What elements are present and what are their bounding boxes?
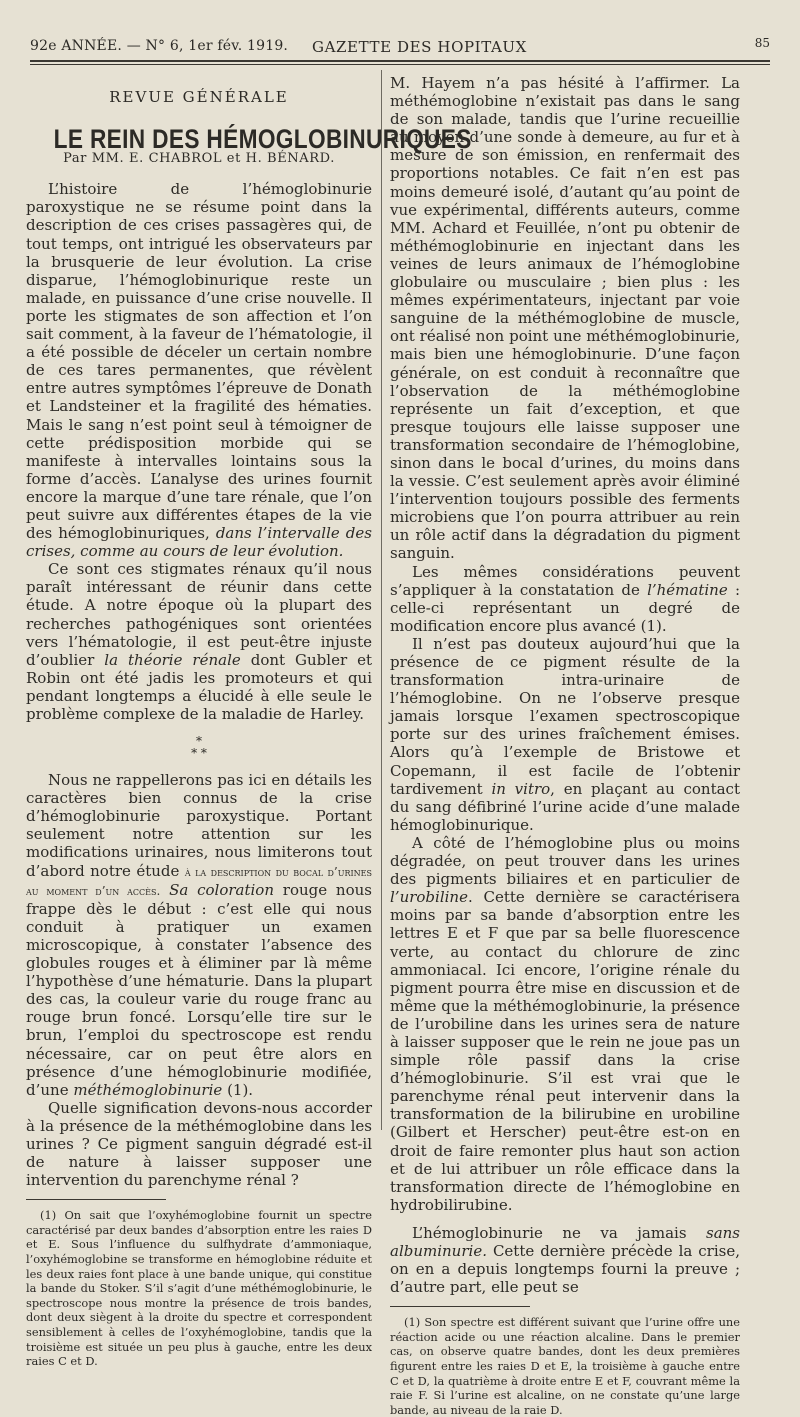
footnote: (1) Son spectre est différent suivant que l’urine offre une réaction acide ou une réaction alcaline. Dans le premier cas, on observe quatre bandes, dont les deux premières figurent entre les raies D et E, la troisième à gauche entre C et D, la quatrième à droite entre E et F, couvrant même la raie F. Si l’urine est alcaline, on ne constate qu’une large bande, au niveau de la raie D. bbox=[390, 1315, 740, 1417]
header-rule-thin bbox=[30, 64, 770, 65]
article-authors: Par MM. E. CHABROL et H. BÉNARD. bbox=[63, 151, 335, 167]
paragraph: L’histoire de l’hémoglobinurie paroxystique ne se résume point dans la description de ces crises passagères qui, de tout temps, ont intrigué les observateurs par la brusquerie de leur évolution. La crise disparue, l’hémoglobinurique reste un malade, en puissance d’une crise nouvelle. Il porte les stigmates de son affection et l’on sait comment, à la faveur de l’hématologie, il a été possible de déceler un certain nombre de ces tares permanentes, que révèlent entre autres symptômes l’épreuve de Donath et Landsteiner et la fragilité des hématies. Mais le sang n’est point seul à témoigner de cette prédisposition morbide qui se manifeste à intervalles lointains sous la forme d’accès. L’analyse des urines fournit encore la marque d’une tare rénale, que l’on peut suivre aux différentes étapes de la vie des hémoglobinuriques, dans l’intervalle des crises, comme au cours de leur évolution. bbox=[26, 180, 372, 561]
paragraph-gap bbox=[390, 1214, 740, 1224]
header-rule bbox=[30, 60, 770, 62]
paragraph: Quelle signification devons-nous accorder à la présence de la méthémoglobine dans les urines ? Ce pigment sanguin dégradé est-il de nature à laisser supposer une intervention du parenchyme rénal ? bbox=[26, 1098, 372, 1190]
article-title: LE REIN DES HÉMOGLOBINURIQUES bbox=[53, 124, 472, 155]
column-divider bbox=[381, 70, 382, 1130]
footnote: (1) On sait que l’oxyhémoglobine fournit un spectre caractérisé par deux bandes d’absorption entre les raies D et E. Sous l’influence du sulfhydrate d’ammoniaque, l’oxyhémoglobine se transforme en hémoglobine réduite et les deux raies font place à une bande unique, qui constitue la bande du Stoker. S’il s’agit d’une méthémoglobinurie, le spectroscope nous montre la présence de trois bandes, dont deux siègent à la droite du spectre et correspondent sensiblement à celles de l’oxyhémoglobine, tandis que la troisième est située un peu plus à gauche, entre les deux raies C et D. bbox=[26, 1208, 372, 1369]
paragraph: Nous ne rappellerons pas ici en détails les caractères bien connus de la crise d’hémoglobinurie paroxystique. Portant seulement notre attention sur les modifications urinaires, nous limiterons tout d’abord notre étude à la description du bocal d’urines au moment d’un accès. Sa coloration rouge nous frappe dès le début : c’est elle qui nous conduit à pratiquer un examen microscopique, à constater l’absence des globules rouges et à éliminer par là même l’hypothèse d’une hématurie. Dans la plupart des cas, la couleur varie du rouge franc au rouge brun foncé. Lorsqu’elle tire sur le brun, l’emploi du spectroscope est rendu nécessaire, car on peut être alors en présence d’une hémoglobinurie modifiée, d’une méthémoglobinurie (1). bbox=[26, 771, 372, 1099]
page-number: 85 bbox=[754, 36, 770, 50]
journal-title: GAZETTE DES HOPITAUX bbox=[312, 38, 527, 56]
section-heading: REVUE GÉNÉRALE bbox=[109, 88, 289, 106]
section-separator: * * * bbox=[191, 734, 207, 761]
paragraph: L’hémoglobinurie ne va jamais sans albuminurie. Cette dernière précède la crise, on en a depuis longtemps fourni la preuve ; d’autre part, elle peut se bbox=[390, 1223, 740, 1297]
issue-info: 92e ANNÉE. — N° 6, 1er fév. 1919. bbox=[30, 38, 289, 54]
paragraph: Il n’est pas douteux aujourd’hui que la présence de ce pigment résulte de la transformation intra-urinaire de l’hémoglobine. On ne l’observe presque jamais lorsque l’examen spectroscopique porte sur des urines fraîchement émises. Alors qu’à l’exemple de Bristowe et Copemann, il est facile de l’obtenir tardivement in vitro, en plaçant au contact du sang défibriné l’urine acide d’une malade hémoglobinurique. bbox=[390, 634, 740, 834]
right-column bbox=[390, 74, 740, 1417]
paragraph: Les mêmes considérations peuvent s’appliquer à la constatation de l’hématine : celle-ci représentant un degré de modification encore plus avancé (1). bbox=[390, 562, 740, 635]
paragraph: A côté de l’hémoglobine plus ou moins dégradée, on peut trouver dans les urines des pigments biliaires et en particulier de l’urobiline. Cette dernière se caractérisera moins par sa bande d’absorption entre les lettres E et F que par sa belle fluorescence verte, au contact du chlorure de zinc ammoniacal. Ici encore, l’origine rénale du pigment pourra être mise en discussion et de même que la méthémoglobinurie, la présence de l’urobiline dans les urines sera de nature à laisser supposer que le rein ne joue pas un simple rôle passif dans la crise d’hémoglobinurie. S’il est vrai que le parenchyme rénal peut intervenir dans la transformation de la bilirubine en urobiline (Gilbert et Herscher) peut-être est-on en droit de faire remonter plus haut son action et de lui attribuer un rôle efficace dans la transformation directe de l’hémoglobine en hydrobilirubine. bbox=[390, 833, 740, 1214]
running-header bbox=[30, 36, 770, 58]
left-column bbox=[26, 74, 472, 1369]
paragraph: M. Hayem n’a pas hésité à l’affirmer. La méthémoglobine n’existait pas dans le sang de son malade, tandis que l’urine recueillie au moyen d’une sonde à demeure, au fur et à mesure de son émission, en renfermait des proportions notables. Ce fait n’en est pas moins demeuré isolé, d’autant qu’au point de vue expérimental, différents auteurs, comme MM. Achard et Feuillée, n’ont pu obtenir de méthémoglobinurie en injectant dans les veines de leurs animaux de l’hémoglobine globulaire ou musculaire ; bien plus : les mêmes expérimentateurs, injectant par voie sanguine de la méthémoglobine de muscle, ont réalisé non point une méthémoglobinurie, mais bien une hémoglobinurie. D’une façon générale, on est conduit à reconnaître que l’observation de la méthémoglobine représente un fait d’exception, et que presque toujours elle laisse supposer une transformation secondaire de l’hémoglobine, sinon dans le bocal d’urines, du moins dans la vessie. C’est seulement après avoir éliminé l’intervention toujours possible des ferments microbiens que l’on pourra attribuer au rein un rôle actif dans la dégradation du pigment sanguin. bbox=[390, 74, 740, 563]
footnote-rule bbox=[390, 1306, 530, 1307]
paragraph: Ce sont ces stigmates rénaux qu’il nous paraît intéressant de réunir dans cette étude. A notre époque où la plupart des recherches pathogéniques sont orientées vers l’hématologie, il est peut-être injuste d’oublier la théorie rénale dont Gubler et Robin ont été jadis les promoteurs et qui pendant longtemps a élucidé à elle seule le problème complexe de la maladie de Harley. bbox=[26, 560, 372, 723]
footnote-rule bbox=[26, 1199, 166, 1200]
